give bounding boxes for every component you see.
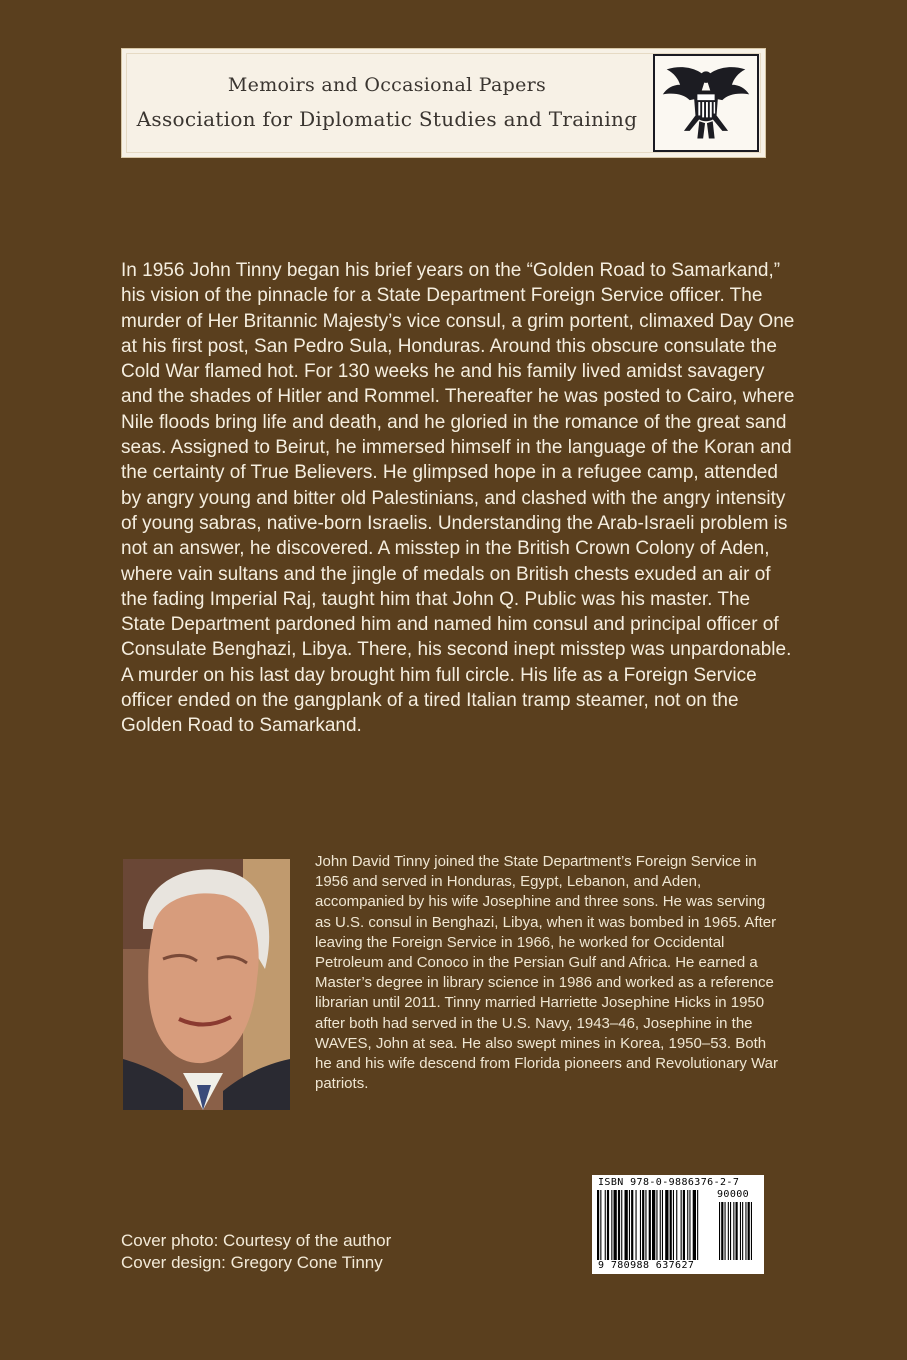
isbn-number: ISBN 978-0-9886376-2-7 bbox=[598, 1177, 740, 1188]
publisher-banner bbox=[121, 48, 766, 158]
price-code: 90000 bbox=[717, 1189, 750, 1200]
series-title: Memoirs and Occasional Papers bbox=[227, 74, 547, 96]
author-portrait bbox=[123, 859, 290, 1110]
cover-photo-credit: Cover photo: Courtesy of the author bbox=[121, 1231, 392, 1250]
publisher-name: Association for Diplomatic Studies and Training bbox=[136, 107, 638, 131]
isbn-barcode bbox=[592, 1175, 764, 1274]
cover-design-credit: Cover design: Gregory Cone Tinny bbox=[121, 1253, 383, 1272]
eagle-seal-icon bbox=[653, 54, 759, 152]
author-bio: John David Tinny joined the State Department’s Foreign Service in 1956 and served in Honduras, Egypt, Lebanon, and Aden, accompanied by his wife Josephine and three sons. He was serving as U.S. consul in Benghazi, Libya, when it was bombed in 1965. After leaving the Foreign Service in 1966, he worked for Occidental Petroleum and Conoco in the Persian Gulf and Africa. He earned a Master’s degree in library science in 1986 and worked as a reference librarian until 2011. Tinny married Harriette Josephine Hicks in 1950 after both had served in the U.S. Navy, 1943–46, Josephine in the WAVES, John at sea. He also swept mines in Korea, 1950–53. Both he and his wife descend from Florida pioneers and Revolutionary War patriots. bbox=[315, 853, 779, 1093]
book-synopsis: In 1956 John Tinny began his brief years on the “Golden Road to Samarkand,” his vision of the pinnacle for a State Department Foreign Service officer. The murder of Her Britannic Majesty’s vice consul, a grim portent, climaxed Day One at his first post, San Pedro Sula, Honduras. Around this obscure consulate the Cold War flamed hot. For 130 weeks he and his family lived amidst savagery and the shades of Hitler and Rommel. Thereafter he was posted to Cairo, where Nile floods bring life and death, and he gloried in the romance of the great sand seas. Assigned to Beirut, he immersed himself in the language of the Koran and the certainty of True Believers. He glimpsed hope in a refugee camp, attended by angry young and bitter old Palestinians, and clashed with the angry intensity of young sabras, native-born Israelis. Understanding the Arab-Israeli problem is not an answer, he discovered. A misstep in the British Crown Colony of Aden, where vain sultans and the jingle of medals on British chests exuded an air of the fading Imperial Raj, taught him that John Q. Public was his master. The State Department pardoned him and named him consul and principal officer of Consulate Benghazi, Libya. There, his second inept misstep was unpardonable. A murder on his last day brought him full circle. His life as a Foreign Service officer ended on the gangplank of a tired Italian tramp steamer, not on the Golden Road to Samarkand. bbox=[121, 260, 795, 737]
cover-credits bbox=[121, 1230, 391, 1274]
barcode-bars bbox=[597, 1190, 761, 1260]
barcode-digits: 9 780988 637627 bbox=[598, 1260, 695, 1271]
